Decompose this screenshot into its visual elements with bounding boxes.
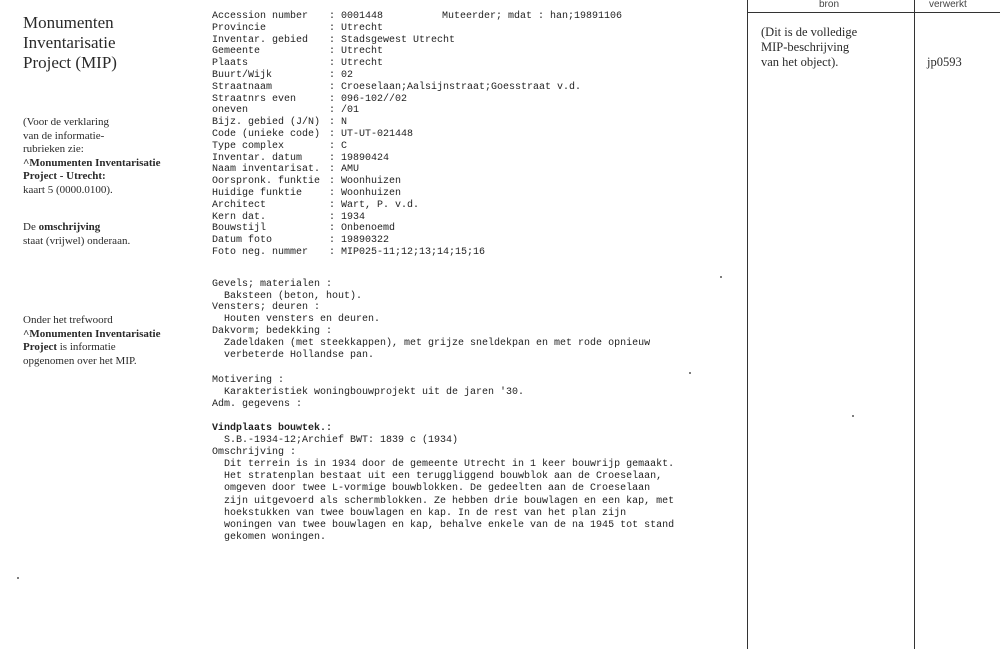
field-label: Datum foto xyxy=(212,235,273,247)
column-divider-right xyxy=(914,0,915,649)
section-vensters xyxy=(212,302,742,326)
field-row xyxy=(212,129,742,141)
vindplaats-value: S.B.-1934-12;Archief BWT: 1839 c (1934) xyxy=(224,435,459,446)
adm-label: Adm. gegevens : xyxy=(212,399,303,410)
dakvorm-label: Dakvorm; bedekking : xyxy=(212,326,333,337)
bron-header: bron xyxy=(819,0,840,10)
record-fields xyxy=(212,11,742,259)
field-separator: : xyxy=(329,69,336,81)
note1-link: ^Monumenten Inventarisatie xyxy=(23,156,161,169)
dakvorm-value-2: verbeterde Hollandse pan. xyxy=(224,350,375,361)
note3-text: is informatie xyxy=(57,341,116,353)
gevels-value: Baksteen (beton, hout). xyxy=(224,291,363,302)
field-value: Onbenoemd xyxy=(341,223,396,235)
field-row xyxy=(212,23,742,35)
field-separator: : xyxy=(329,176,336,188)
header-rule xyxy=(747,12,1000,13)
vindplaats-label: Vindplaats bouwtek.: xyxy=(212,423,333,434)
field-row xyxy=(212,164,742,176)
field-row xyxy=(212,82,742,94)
omschrijving-line: Dit terrein is in 1934 door de gemeente Utrecht in 1 keer bouwrijp gemaakt. xyxy=(224,459,675,470)
field-separator: : xyxy=(329,93,336,105)
field-row xyxy=(212,94,742,106)
field-row xyxy=(212,117,742,129)
field-value: N xyxy=(341,117,348,129)
field-separator: : xyxy=(329,81,336,93)
field-value: AMU xyxy=(341,164,360,176)
field-separator: : xyxy=(329,164,336,176)
field-row xyxy=(212,70,742,82)
field-value: 096-102//02 xyxy=(341,93,408,105)
section-gevels xyxy=(212,279,742,303)
field-value: UT-UT-021448 xyxy=(341,128,414,140)
field-separator: : xyxy=(329,117,336,129)
note3-link: ^Monumenten Inventarisatie xyxy=(23,327,161,340)
omschrijving-line: omgeven door twee L-vormige bouwblokken. De gedeelten aan de Croeselaan xyxy=(224,483,651,495)
bron-line: (Dit is de volledige xyxy=(761,25,858,39)
note2-text: De xyxy=(23,221,39,233)
field-value: 1934 xyxy=(341,211,366,223)
field-separator: : xyxy=(329,128,336,140)
field-value: Woonhuizen xyxy=(341,187,402,199)
column-divider-left xyxy=(747,0,748,649)
dakvorm-value-1: Zadeldaken (met steekkappen), met grijze sneldekpan en met rode opnieuw xyxy=(224,338,651,349)
field-label: Buurt/Wijk xyxy=(212,69,273,81)
field-value: Utrecht xyxy=(341,22,384,34)
field-row xyxy=(212,212,742,224)
field-row xyxy=(212,200,742,212)
field-row xyxy=(212,247,742,259)
vensters-label: Vensters; deuren : xyxy=(212,302,321,313)
note-verklaring xyxy=(23,116,203,197)
note1-line: kaart 5 (0000.0100). xyxy=(23,183,113,196)
field-value: Utrecht xyxy=(341,58,384,70)
omschrijving-line: hoekstukken van twee bouwlagen en kap. In de rest van het plan zijn xyxy=(224,507,627,519)
bron-line: van het object). xyxy=(761,55,839,69)
field-row xyxy=(212,46,742,58)
verwerkt-value: jp0593 xyxy=(927,55,962,69)
field-row xyxy=(212,141,742,153)
field-label: Huidige funktie xyxy=(212,187,303,199)
field-label: Straatnaam xyxy=(212,81,273,93)
field-separator: : xyxy=(329,11,336,22)
field-label: Straatnrs even xyxy=(212,93,297,105)
omschrijving-line: Het stratenplan bestaat uit een teruggliggend bouwblok aan de Croeselaan, xyxy=(224,471,663,483)
field-value: Croeselaan;Aalsijnstraat;Goesstraat v.d. xyxy=(341,81,582,93)
field-row xyxy=(212,176,742,188)
field-separator: : xyxy=(329,105,336,117)
omschrijving-line: gekomen woningen. xyxy=(224,532,327,544)
scan-speck xyxy=(852,415,854,417)
field-label: Inventar. datum xyxy=(212,152,303,164)
note3-line: opgenomen over het MIP. xyxy=(23,354,137,367)
note1-line: (Voor de verklaring xyxy=(23,116,109,128)
scan-speck xyxy=(720,276,722,278)
field-row xyxy=(212,153,742,165)
field-separator: : xyxy=(329,140,336,152)
field-row xyxy=(212,223,742,235)
note1-line: van de informatie- xyxy=(23,129,105,142)
title-line-1: Monumenten xyxy=(23,13,114,32)
field-label: Architect xyxy=(212,199,267,211)
field-value: Wart, P. v.d. xyxy=(341,199,420,211)
vensters-value: Houten vensters en deuren. xyxy=(224,314,381,325)
field-value: Utrecht xyxy=(341,46,384,58)
field-value: C xyxy=(341,140,348,152)
field-separator: : xyxy=(329,152,336,164)
section-motivering xyxy=(212,375,742,411)
field-label: Bouwstijl xyxy=(212,223,267,235)
field-separator: : xyxy=(329,22,336,34)
title-line-2: Inventarisatie xyxy=(23,33,116,52)
section-vindplaats xyxy=(212,423,742,544)
motivering-label: Motivering : xyxy=(212,375,285,386)
scan-speck xyxy=(689,372,691,374)
gevels-label: Gevels; materialen : xyxy=(212,279,333,290)
field-label: Oorspronk. funktie xyxy=(212,176,321,188)
note-trefwoord xyxy=(23,314,203,368)
verwerkt-header: verwerkt xyxy=(929,0,967,10)
motivering-value: Karakteristiek woningbouwprojekt uit de jaren '30. xyxy=(224,387,525,398)
note1-line: rubrieken zie: xyxy=(23,143,84,155)
field-separator: : xyxy=(329,187,336,199)
note3-bold: Project xyxy=(23,341,57,353)
field-separator: : xyxy=(329,58,336,70)
field-label: Provincie xyxy=(212,22,267,34)
field-value: Stadsgewest Utrecht xyxy=(341,34,456,46)
field-label: Inventar. gebied xyxy=(212,34,309,46)
field-label: Plaats xyxy=(212,58,249,70)
field-value: MIP025-11;12;13;14;15;16 xyxy=(341,246,486,258)
field-label: Type complex xyxy=(212,140,285,152)
field-row xyxy=(212,105,742,117)
note2-line: staat (vrijwel) onderaan. xyxy=(23,234,131,247)
bron-text xyxy=(761,25,911,70)
field-row xyxy=(212,235,742,247)
field-row xyxy=(212,11,742,23)
omschrijving-label: Omschrijving : xyxy=(212,447,297,458)
title-line-3: Project (MIP) xyxy=(23,53,117,72)
field-row xyxy=(212,35,742,47)
field-row xyxy=(212,188,742,200)
field-label: Bijz. gebied (J/N) xyxy=(212,117,321,129)
note1-link: Project - Utrecht: xyxy=(23,170,106,182)
note3-line: Onder het trefwoord xyxy=(23,314,113,326)
field-label: Accession number xyxy=(212,11,309,22)
field-label: Kern dat. xyxy=(212,211,267,223)
field-value: 02 xyxy=(341,69,354,81)
field-separator: : xyxy=(329,46,336,58)
note2-bold: omschrijving xyxy=(38,221,101,233)
field-row xyxy=(212,58,742,70)
field-label: Naam inventarisat. xyxy=(212,164,321,176)
field-separator: : xyxy=(329,223,336,235)
section-dakvorm xyxy=(212,326,742,362)
field-value: 19890424 xyxy=(341,152,390,164)
field-label: Code (unieke code) xyxy=(212,128,321,140)
field-value: Woonhuizen xyxy=(341,176,402,188)
bron-line: MIP-beschrijving xyxy=(761,40,850,54)
field-separator: : xyxy=(329,211,336,223)
field-separator: : xyxy=(329,199,336,211)
field-separator: : xyxy=(329,235,336,247)
field-label: Gemeente xyxy=(212,46,261,58)
omschrijving-line: woningen van twee bouwlagen en kap, behalve enkele van de na 1945 tot stand xyxy=(224,520,675,532)
field-value: 19890322 xyxy=(341,235,390,247)
field-label: Foto neg. nummer xyxy=(212,246,309,258)
field-value: /01 xyxy=(341,105,360,117)
omschrijving-line: zijn uitgevoerd als schermblokken. Ze hebben drie bouwlagen en een kap, met xyxy=(224,495,675,507)
field-label: oneven xyxy=(212,105,249,117)
note-omschrijving xyxy=(23,221,203,248)
field-separator: : xyxy=(329,34,336,46)
field-value: 0001448 xyxy=(341,11,384,22)
scan-speck xyxy=(17,577,19,579)
field-separator: : xyxy=(329,246,336,258)
left-title xyxy=(23,13,193,73)
muteerder-field: Muteerder; mdat : han;19891106 xyxy=(442,11,623,22)
